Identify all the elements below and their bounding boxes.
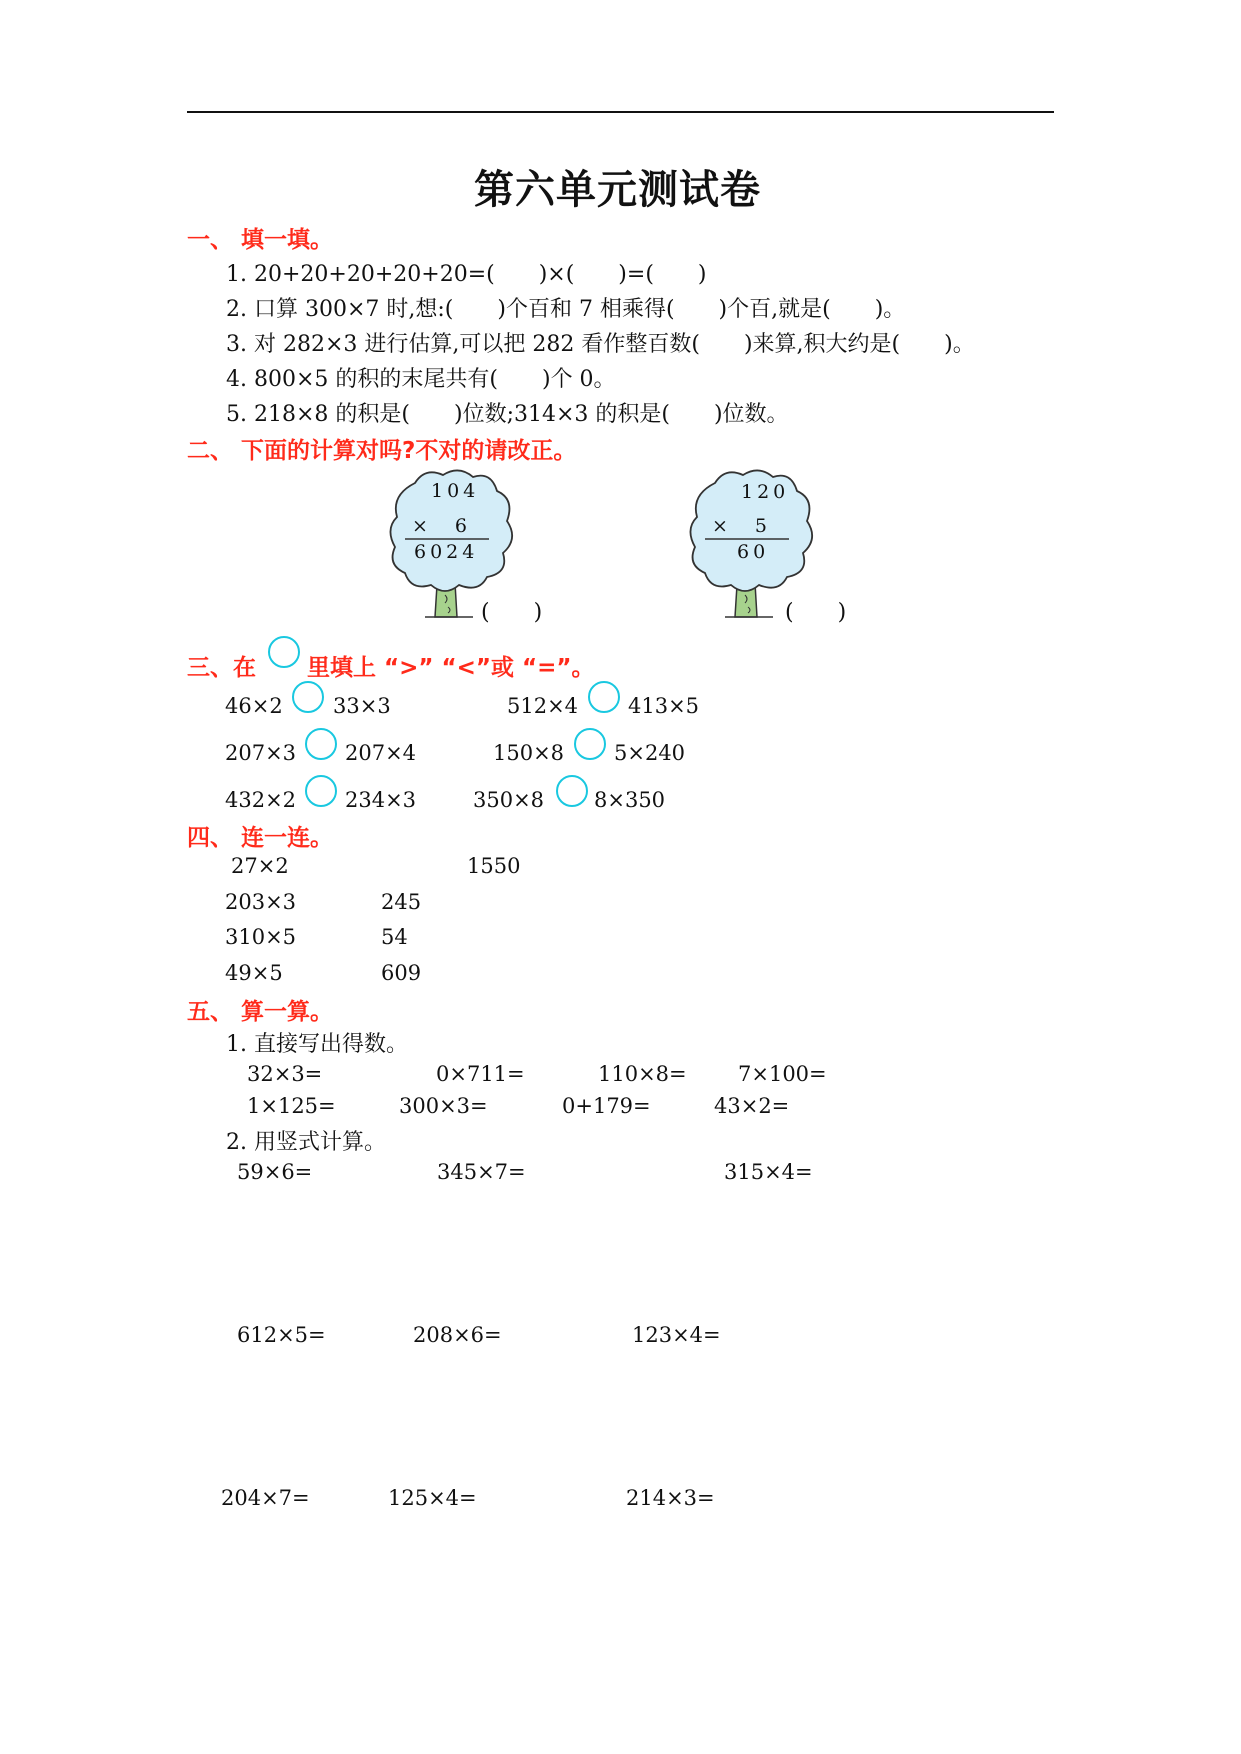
match-left-item[interactable]: 310×5 bbox=[225, 925, 297, 949]
compare-6-left: 350×8 bbox=[473, 788, 545, 812]
compare-circle-input[interactable] bbox=[556, 775, 588, 807]
match-right-item[interactable]: 609 bbox=[381, 961, 422, 985]
vertical-problem: 59×6= bbox=[237, 1160, 313, 1184]
question-1-1: 1. 20+20+20+20+20=( )×( )=( ) bbox=[226, 262, 707, 287]
compare-1-left: 46×2 bbox=[225, 694, 283, 718]
question-1-2: 2. 口算 300×7 时,想:( )个百和 7 相乘得( )个百,就是( )。 bbox=[226, 297, 906, 322]
subsection-direct-title: 1. 直接写出得数。 bbox=[226, 1032, 408, 1057]
subsection-vertical-title: 2. 用竖式计算。 bbox=[226, 1130, 386, 1155]
match-left-item[interactable]: 49×5 bbox=[225, 961, 283, 985]
compare-5-right: 234×3 bbox=[345, 788, 417, 812]
compare-4-right: 5×240 bbox=[614, 741, 686, 765]
vertical-problem: 214×3= bbox=[626, 1486, 715, 1510]
direct-problem: 1×125= bbox=[247, 1094, 336, 1118]
match-left-item[interactable]: 27×2 bbox=[231, 854, 289, 878]
compare-5-left: 432×2 bbox=[225, 788, 297, 812]
vertical-problem: 612×5= bbox=[237, 1323, 326, 1347]
tree-1-multiplicand: 104 bbox=[431, 480, 480, 502]
compare-3-left: 207×3 bbox=[225, 741, 297, 765]
tree-1-answer-blank: ( ) bbox=[481, 600, 543, 625]
direct-problem: 7×100= bbox=[738, 1062, 827, 1086]
section-5-heading: 五、 算一算。 bbox=[187, 999, 334, 1025]
compare-4-left: 150×8 bbox=[493, 741, 565, 765]
tree-1-multiplier: × 6 bbox=[412, 515, 472, 537]
tree-1-product: 6024 bbox=[414, 541, 479, 563]
compare-2-right: 413×5 bbox=[628, 694, 700, 718]
vertical-problem: 125×4= bbox=[388, 1486, 477, 1510]
tree-2-multiplier: × 5 bbox=[712, 515, 772, 537]
tree-2-answer-blank: ( ) bbox=[785, 600, 847, 625]
section-2-heading: 二、 下面的计算对吗?不对的请改正。 bbox=[187, 438, 577, 464]
compare-1-right: 33×3 bbox=[333, 694, 391, 718]
match-right-item[interactable]: 54 bbox=[381, 925, 408, 949]
page-title: 第六单元测试卷 bbox=[474, 167, 761, 213]
header-rule bbox=[187, 111, 1054, 113]
compare-6-right: 8×350 bbox=[594, 788, 666, 812]
section-3-heading-end: 里填上 “>” “<”或 “=”。 bbox=[307, 655, 595, 681]
question-1-3: 3. 对 282×3 进行估算,可以把 282 看作整百数( )来算,积大约是( )。 bbox=[226, 332, 975, 357]
tree-problem-2 bbox=[685, 465, 855, 625]
vertical-problem: 345×7= bbox=[437, 1160, 526, 1184]
direct-problem: 0×711= bbox=[436, 1062, 525, 1086]
match-right-item[interactable]: 1550 bbox=[467, 854, 521, 878]
vertical-problem: 208×6= bbox=[413, 1323, 502, 1347]
direct-problem: 43×2= bbox=[714, 1094, 790, 1118]
vertical-problem: 315×4= bbox=[724, 1160, 813, 1184]
direct-problem: 32×3= bbox=[247, 1062, 323, 1086]
tree-problem-1 bbox=[385, 465, 555, 625]
question-1-5: 5. 218×8 的积是( )位数;314×3 的积是( )位数。 bbox=[226, 402, 789, 427]
match-left-item[interactable]: 203×3 bbox=[225, 890, 297, 914]
direct-problem: 0+179= bbox=[562, 1094, 651, 1118]
section-1-heading: 一、 填一填。 bbox=[187, 227, 334, 253]
tree-2-multiplicand: 120 bbox=[741, 481, 790, 503]
vertical-problem: 123×4= bbox=[632, 1323, 721, 1347]
compare-3-right: 207×4 bbox=[345, 741, 417, 765]
direct-problem: 110×8= bbox=[598, 1062, 687, 1086]
compare-circle-input[interactable] bbox=[305, 728, 337, 760]
section-4-heading: 四、 连一连。 bbox=[187, 825, 334, 851]
match-right-item[interactable]: 245 bbox=[381, 890, 422, 914]
vertical-problem: 204×7= bbox=[221, 1486, 310, 1510]
compare-circle-input[interactable] bbox=[588, 681, 620, 713]
compare-circle-input[interactable] bbox=[305, 775, 337, 807]
compare-circle-input[interactable] bbox=[574, 728, 606, 760]
compare-2-left: 512×4 bbox=[507, 694, 579, 718]
question-1-4: 4. 800×5 的积的末尾共有( )个 0。 bbox=[226, 367, 616, 392]
direct-problem: 300×3= bbox=[399, 1094, 488, 1118]
section-3-heading-start: 三、在 bbox=[187, 655, 256, 681]
heading-circle-icon bbox=[268, 636, 300, 668]
tree-2-product: 60 bbox=[737, 541, 770, 563]
compare-circle-input[interactable] bbox=[292, 681, 324, 713]
